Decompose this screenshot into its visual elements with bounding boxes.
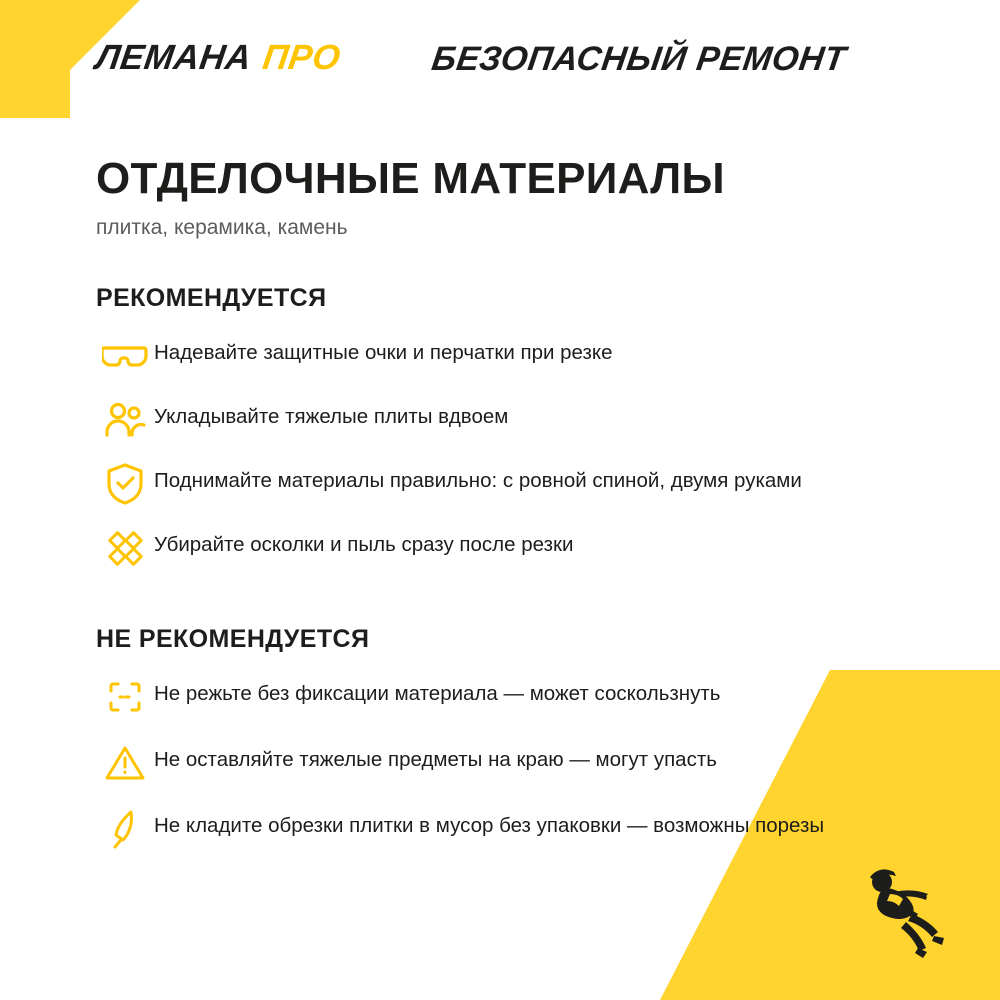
list-item-label: Не режьте без фиксации материала — может соскользнуть xyxy=(154,682,721,706)
recommended-title: РЕКОМЕНДУЕТСЯ xyxy=(96,284,327,313)
content xyxy=(0,118,1000,870)
not-recommended-title: НЕ РЕКОМЕНДУЕТСЯ xyxy=(96,625,370,654)
list-item xyxy=(96,804,904,854)
unfixed-frame-icon xyxy=(96,674,154,720)
header-title: БЕЗОПАСНЫЙ РЕМОНТ xyxy=(429,40,849,78)
list-item-label: Укладывайте тяжелые плиты вдвоем xyxy=(154,405,509,429)
list-item-label: Не оставляйте тяжелые предметы на краю — могут упасть xyxy=(154,748,717,772)
list-item xyxy=(96,523,904,573)
list-item xyxy=(96,738,904,788)
list-item xyxy=(96,395,904,445)
safety-goggles-icon xyxy=(96,333,154,379)
logo-main-text: ЛЕМАНА xyxy=(93,38,255,77)
warning-triangle-icon xyxy=(96,740,154,786)
knife-icon xyxy=(96,806,154,852)
two-people-icon xyxy=(96,397,154,443)
list-item xyxy=(96,672,904,722)
list-item xyxy=(96,459,904,509)
page-title: ОТДЕЛОЧНЫЕ МАТЕРИАЛЫ xyxy=(96,154,725,203)
list-item xyxy=(96,331,904,381)
not-recommended-section xyxy=(96,625,904,854)
page-subtitle: плитка, керамика, камень xyxy=(96,216,348,240)
shield-check-icon xyxy=(96,461,154,507)
not-recommended-list xyxy=(96,672,904,854)
logo-pro-text: ПРО xyxy=(260,38,344,77)
four-diamonds-icon xyxy=(96,525,154,571)
list-item-label: Не кладите обрезки плитки в мусор без упаковки — возможны порезы xyxy=(154,814,825,838)
list-item-label: Надевайте защитные очки и перчатки при резке xyxy=(154,341,613,365)
running-worker-icon xyxy=(838,852,978,962)
recommended-list xyxy=(96,331,904,573)
brand-logo xyxy=(93,38,344,78)
list-item-label: Убирайте осколки и пыль сразу после резки xyxy=(154,533,574,557)
header xyxy=(0,0,1000,118)
recommended-section xyxy=(96,284,904,573)
list-item-label: Поднимайте материалы правильно: с ровной спиной, двумя руками xyxy=(154,469,802,493)
